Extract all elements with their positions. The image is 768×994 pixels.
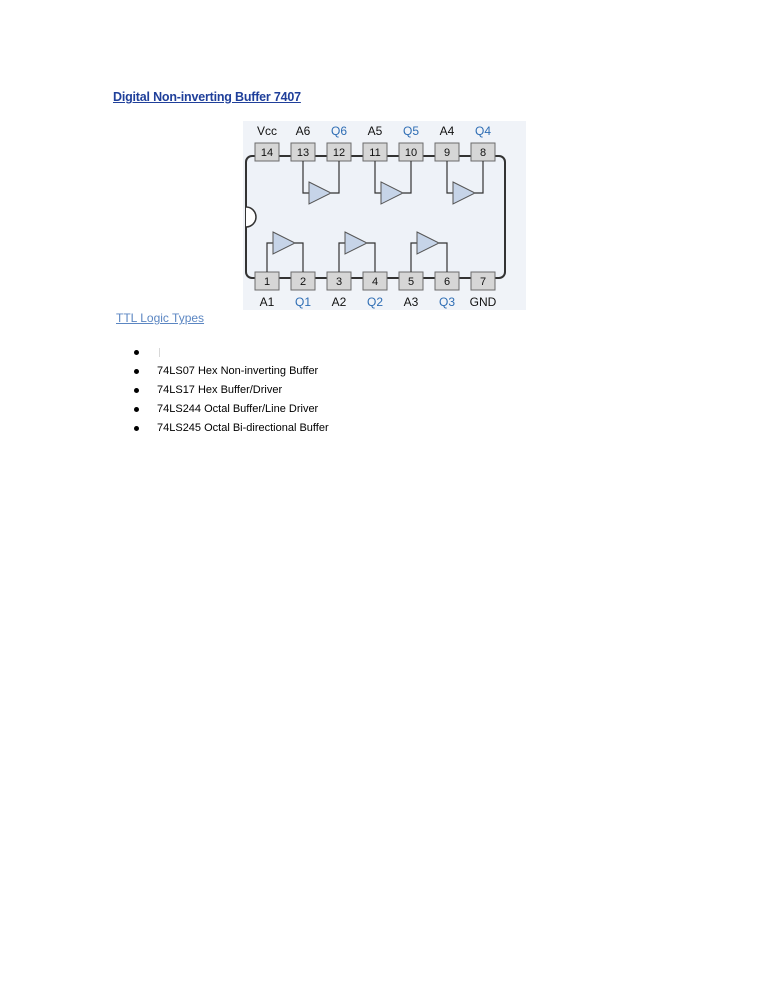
buffer-part-list [134,343,329,438]
pin-number: 11 [369,147,381,159]
list-item-label: 74LS07 Hex Non-inverting Buffer [157,365,319,377]
bullet-icon [134,369,139,374]
list-item [134,419,329,438]
ic-pinout-diagram [243,121,526,310]
pin-label: A2 [331,295,347,309]
pin-label: Q2 [366,295,384,309]
pin-label: Q4 [474,124,492,138]
bullet-icon [134,407,139,412]
pin-label: Q3 [438,295,456,309]
list-item [134,362,329,381]
bullet-icon [134,426,139,431]
pin-number: 10 [404,147,418,159]
pin-number: 9 [443,147,451,159]
pin-label: GND [469,295,497,309]
list-item [134,343,329,362]
top-pin-row [255,124,495,161]
pin-number: 5 [407,276,415,288]
pin-number: 6 [443,276,451,288]
list-item [134,381,329,400]
pin-number: 4 [371,276,379,288]
list-item [134,400,329,419]
ttl-logic-types-link[interactable]: TTL Logic Types [116,311,205,325]
pin-label: A5 [367,124,383,138]
pin-label: Q1 [294,295,312,309]
list-item-label: 74LS245 Octal Bi-directional Buffer [157,422,329,434]
pin-number: 12 [332,147,346,159]
pin-label: Vcc [256,124,278,138]
pin-label: A3 [403,295,419,309]
pin-label: A4 [439,124,455,138]
pin-number: 14 [260,147,274,159]
pin-number: 7 [479,276,487,288]
page-title[interactable]: Digital Non-inverting Buffer 7407 [113,90,301,104]
list-item-label: 74LS17 Hex Buffer/Driver [157,384,283,396]
bullet-icon [134,388,139,393]
pin-number: 2 [299,276,307,288]
pin-number: 8 [479,147,487,159]
pin-number: 1 [263,276,271,288]
list-item-label: 74LS244 Octal Buffer/Line Driver [157,403,319,415]
pin-number: 13 [296,147,310,159]
pin-label: A6 [295,124,311,138]
pin-label: Q5 [402,124,420,138]
bullet-icon [134,350,139,355]
ic-pinout-svg [243,121,526,310]
pin-label: A1 [259,295,275,309]
pin-label: Q6 [330,124,348,138]
pin-number: 3 [335,276,343,288]
cursor-mark [159,348,160,357]
